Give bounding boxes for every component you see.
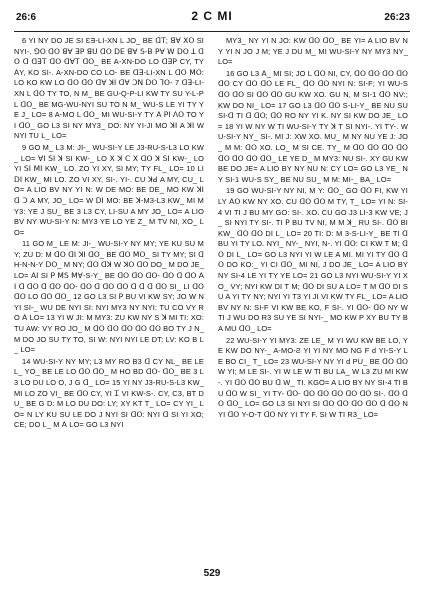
header-book-title: 2 C MI — [191, 9, 233, 23]
header-divider — [14, 31, 410, 32]
paragraph: 9 GO M_ L3 M: JI-_ WU-SI-Y LE J3-RU-S-L3 LO KW_ LO= ꓯꓲ ꓢꓲ ꓘ SI KW-_ LO ꓫ ꓘ ꓚ ꓫ ꓷꓳ ꓘ ꓢꓲ KW-_ LO YI ꓢꓲ ꓟꓲ KW_ LO. ZO YI XY, SI MY; TY FL_ LO= 10 LI ꓓꓲ KW_ MI LO. ZO VI XY, SI-. YI-. CU ꓘꓒ A MY, CU_ LO= A LIO BV NY YI N: W DE MO: BE DE_ MO KW ꓘꓲ ꓷ ꓛ A MY, JO_ LO= W ꓓꓲ MO: BE ꓘ-M3-L3 KW_ MI MY3: YE J SU_ BE 3 L3 CY, LI-SU A MY JO_ LO= A LIO BV NY WU-SI-Y N: MY3 YE LO YE Z_ M TV NI, XO_ LO= — [14, 142, 204, 237]
page-number: 529 — [203, 568, 221, 579]
right-text-column — [218, 36, 408, 564]
header-chapter-verse-right: 26:23 — [384, 12, 410, 23]
page-header — [0, 6, 424, 28]
paragraph: 16 GO L3 ꓮ_ MI SI; JO L ꓷꓳ NI, CY, ꓷꓳ ꓷꓳ ꓷꓳ ꓷꓳ ꓷꓳ CY ꓷꓳ ꓷꓳ LE FL_ ꓷꓳ ꓷꓳ NYI N: SI-F; YI WU-S ꓷꓳ ꓷꓳ SI ꓷꓳ ꓷꓳ GU KW XO. GU N, M SI-1 ꓷꓳ NV:; KW DO NI_ LO= 17 GO L3 ꓷꓳ ꓷꓳ S-LI-Y_ BE NU SU SI-ꓷ TI ꓷ ꓷꓳ; ꓷꓳ RO NY YI K. NY SI KW DO JE_ LO= 18 YI W NY W TI WU-SI-Y TY ꓘ T SI NYI-. YI TY-. WU-SI-Y NY_ SI-. MI J: XW XO. MU_ M NY NU YE J: JO_ M M: ꓷꓳ XO. LO_ M SI CE. TY_ M ꓷꓳ ꓷꓳ ꓷꓳ ꓷꓳ ꓷꓳ ꓷꓳ ꓷꓳ ꓷꓳ_ LE YE D_ M MY3: NU SI-. XY GU KW BE DO JE= A LIO BY NY NU N: CY LO= GO L3 YE_ NY SI-1 WU-S SY_ BE NU SU_ M M: MI-_ BA_ LO= — [218, 68, 408, 184]
paragraph: 11 GO M_ LE M: JI-_ WU-SI-Y NY MY; YE KU SU MY; ZU D: M ꓷꓳ ꓷꓲ ꓘꓲ ꓷꓳ_ BE ꓷꓳ ꓟꓳ_ SI TY MY; SI ꓷ H-N-N-Y ꓓꓳ_ M NY; ꓷꓳ ꓷꓘ W ꓘꓳ ꓷꓳ DO_ M DO JE_ LO= ꓮꓲ SI ꓑ ꓟꓢ ꓟꓯ-S-Y_ BE ꓷꓳ ꓷꓳ ꓷꓳ- ꓷꓳ ꓷ ꓷꓳ ꓮꓲ ꓷ ꓷꓳ ꓷ ꓷꓳ ꓷꓳ- ꓷꓳ ꓷ ꓷꓳ ꓷꓳ ꓷ ꓷ ꓷ ꓷꓳ SI_ LI ꓷꓳ ꓷꓳ LO ꓷꓳ ꓷꓳ_ 12 GO L3 SI ꓑ BU VI KW SY; JO W NYI SI-_ WU DE NYI SI: NYI MY3 NY NYI: TU CO VY RO ꓮ LO= 13 YI W JI: M MY3: ZU KW NY S ꓘ MI TI: XO: TU AW: VY RO JO_ M ꓷꓳ ꓷꓳ ꓷꓳ ꓷꓳ ꓷꓳ BO TY J N_ M DO JO SU TY TO, SI W: NYI NYI LE DT: LV: KO B L_ LO= — [14, 239, 204, 355]
paragraph: 6 YI NY DO JE SI ƐƎ-LI-XN L JO_ BE ꓷꓔ; ꓭꓯ ꓫꓳ SI NYI-. ꓨꓳ ꓷꓳ ꓭꓯ ꓱꓑ ꓭꓴ ꓷꓳ ꓓꓰ ꓭꓯ ꓢ-ꓐ ꓑꓯ ꓪ ꓓꓳ ꓕ ꓷꓳ ꓷ ꓷꓱꓔ ꓷꓳ ꓷꓯꓔ ꓷꓳ_ BE A-XN-DO LO ꓷꓱꓑ CY, TY ꓮY, KO SI-. A-XN-DO CO LO- BE ꓷꓱ-LI-XN L ꓷꓳ ꓟꓳ: LO KO KW LO ꓷꓳ ꓷꓳ ꓷꓯ ꓘꓲ ꓷꓯ ꓛꓠ ꓓꓳ ꓶꓳ- 7 ꓷꓱ-LI-XN L ꓷꓳ TY TO, N M_ BE GU-Q-P-LI KW TY SU Y-L-P L ꓷꓳ_ BE MG-WU-NYI SU TO N M_ WU-S LE YI TY YE J_ LO= 8 A-MO L ꓷꓳ_ MI WU-SI-Y TY ꓮ ꓑꓲ ꓥꓳ TO YI ꓷꓳ_ GO L3 SI NY MY3_ DO: NY YI-JI MO ꓘꓲ A ꓘꓲ W NYI TU L_ LO= — [14, 36, 204, 141]
paragraph: 19 GO WU-SI-Y NY NI, M Y: ꓷꓳ_ GO ꓷꓳ FI, KW YI LY ꓮꓳ KW NY XO. CU ꓷꓳ ꓷꓳ M TY, T_ LO= YI N: SI-4 VI TI J BU MY GO: SI-. XO. CU GO J3 LI-3 KW VE; J_ SI NYI TY SI-. TI ꓑ BU TV NI, M M ꓘ_ RU SI-. ꓷꓳ BI KW_ ꓷꓳ ꓷꓳ DI L_ LO= 20 TI: D: M 3-S-LI-Y_ BE TI ꓷ BU YI TY LO. NYI_ NY-_ NYI, N-. YI ꓷꓳ: CI KW T M; ꓷꓳ DI L_ LO= GO L3 NYI YI W LE A MI. MI YI TY ꓷꓳ ꓷꓳ DO KO:_ YI CI ꓷꓳ_ MI NI, J DO JE_ LO= A LIO BY NY SI-4 LE YI TY YE LO= 21 GO L3 NYI WU-SI-Y YI XO_ VY; NYI KW DI T M; ꓷꓳ DI SU A LO= T M ꓷꓳ DI SU A YI TY NY; NYI YI T3 YI JI VI KW TY FL_ LO= A LIO BV NY N: SI-F VI KW BE KO, F SI-. YI ꓷꓳ- ꓷꓳ NY W TI J WU DO R3 SU YE SI NYI-_ MO KW P XY BU TY BA MU ꓷꓳ_ LO= — [218, 186, 408, 334]
paragraph: MY3_ NY YI N JO: KW ꓷꓳ ꓷꓳ_ BE YI= A LIO BV NY YI N JO J M; YE J DU M_ MI WU-SI-Y NY MY3 NY_ LO= — [218, 36, 408, 67]
header-chapter-verse-left: 26:6 — [16, 12, 37, 23]
paragraph: 22 WU-SI-Y YI MY3: ZE LE_ M YI WU KW BE LO, YE KW DO NY-_ A-MO-Ƨ YI YI NY MO NG F d YI-S-Y LE BO CI_ T_ LO= 23 WU-SI-Y NY YI d PU_ BE ꓷꓳ ꓷꓳ W YI; M LE SI-. YI W LE W TI BU LA_ W L3 ZU MI KW-. YI ꓷꓳ ꓷꓳ BU ꓷ W_ TI. KGO= A LIO BY NY SI-4 TI BU ꓷꓳ W SI_ YI TY- ꓷꓳ- ꓷꓳ ꓷꓳ ꓷꓳ ꓷꓳ ꓷꓳ SI-. ꓷꓳ ꓷꓳ ꓷꓳ_ LO= GO L3 SI NYI SI ꓷꓳ ꓷꓳ ꓷꓳ ꓷꓳ ꓷ ꓷꓳ NYI ꓷꓳ Y-O-T ꓷꓳ NY YI TY F. SI W TI R3_ LO= — [218, 335, 408, 419]
left-text-column — [14, 36, 204, 564]
paragraph: 14 WU-SI-Y NY MY; L3 MY RO B3 ꓷ CY NL_ BE LE L_ YO_ BE LE LO ꓷꓳ ꓷꓳ_ M HO BD ꓷꓳ- ꓷꓳ_ BE 3 L3 LO DU LO O, J G ꓷ_ LO= 15 YI NY J3-RU-S-L3 KW_ MI LO ZO VI_ BE ꓷꓳ CY, YI Ꮖ VI KW-S-. CY, C3, BT DU_ BE G D: M LO DU DO: LY; XY KT T_ LO= CY YI_ LO= N LY KU SU LE DO J NYI SI ꓷꓳ: NYI ꓷ SI YI XO; CE; DO L_ M ꓮ LO= GO L3 NYI — [14, 356, 204, 430]
